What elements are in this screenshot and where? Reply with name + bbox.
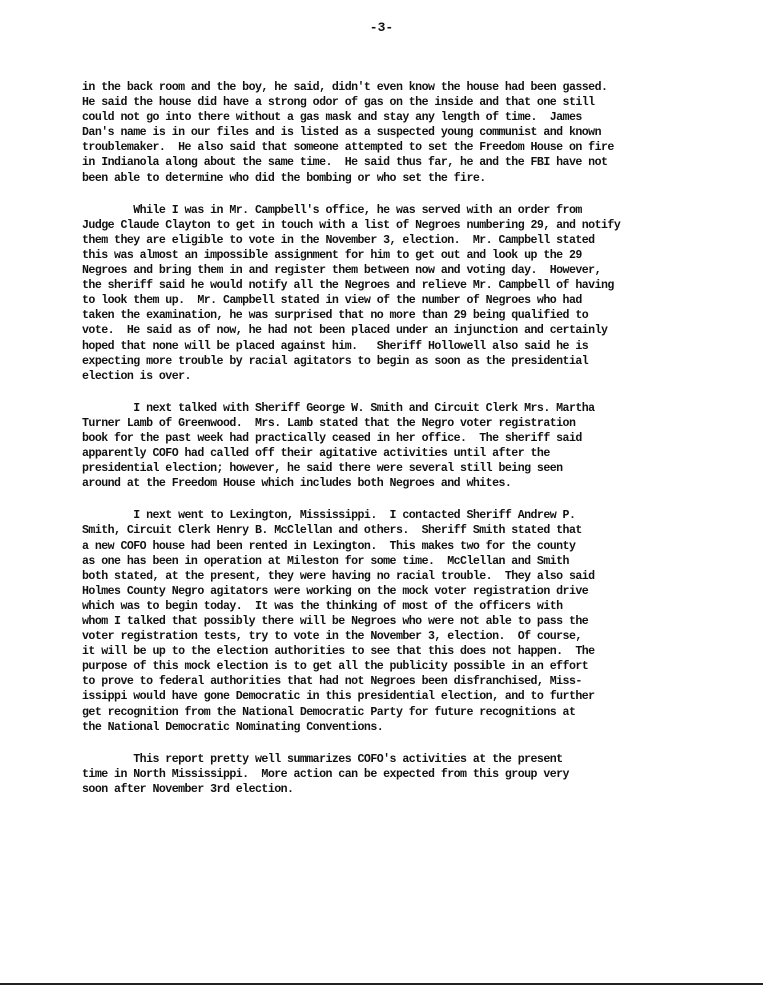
- bottom-edge-rule: [0, 983, 763, 985]
- text-line: them they are eligible to vote in the November 3, election. Mr. Campbell stated: [82, 233, 595, 247]
- text-line: in the back room and the boy, he said, didn't even know the house had been gassed.: [82, 81, 608, 94]
- text-line: apparently COFO had called off their agitative activities until after the: [82, 447, 550, 461]
- text-line: both stated, at the present, they were having no racial trouble. They also said: [82, 569, 595, 583]
- text-line: it will be up to the election authorities to see that this does not happen. The: [82, 645, 595, 659]
- text-line: book for the past week had practically ceased in her office. The sheriff said: [82, 431, 582, 445]
- text-line: this was almost an impossible assignment for him to get out and look up the 29: [82, 248, 582, 262]
- text-line: Smith, Circuit Clerk Henry B. McClellan and others. Sheriff Smith stated that: [82, 524, 582, 538]
- paragraph-campbell-office: [82, 203, 682, 384]
- text-line: taken the examination, he was surprised that no more than 29 being qualified to: [82, 309, 589, 323]
- text-line: been able to determine who did the bombing or who set the fire.: [82, 171, 486, 185]
- text-line: time in North Mississippi. More action can be expected from this group very: [82, 767, 569, 781]
- text-line: to look them up. Mr. Campbell stated in view of the number of Negroes who had: [82, 294, 582, 308]
- text-line: troublemaker. He also said that someone attempted to set the Freedom House on fire: [82, 141, 614, 155]
- text-line: While I was in Mr. Campbell's office, he was served with an order from: [82, 203, 582, 217]
- text-line: vote. He said as of now, he had not been placed under an injunction and certainly: [82, 324, 608, 338]
- text-line: Turner Lamb of Greenwood. Mrs. Lamb stated that the Negro voter registration: [82, 416, 576, 430]
- text-line: in Indianola along about the same time. He said thus far, he and the FBI have not: [82, 156, 608, 170]
- page-number: -3-: [369, 20, 394, 35]
- text-line: Judge Claude Clayton to get in touch with a list of Negroes numbering 29, and notify: [82, 218, 621, 232]
- text-line: soon after November 3rd election.: [82, 782, 294, 796]
- text-line: around at the Freedom House which includes both Negroes and whites.: [82, 477, 512, 491]
- text-line: the National Democratic Nominating Conventions.: [82, 720, 384, 734]
- text-line: get recognition from the National Democratic Party for future recognitions at: [82, 705, 576, 719]
- text-line: expecting more trouble by racial agitators to begin as soon as the presidential: [82, 354, 589, 368]
- paragraph-bombing-investigation: [82, 80, 682, 186]
- text-line: I next went to Lexington, Mississippi. I contacted Sheriff Andrew P.: [82, 509, 576, 523]
- text-line: could not go into there without a gas mask and stay any length of time. James: [82, 111, 582, 125]
- text-line: a new COFO house had been rented in Lexington. This makes two for the county: [82, 539, 576, 553]
- text-line: whom I talked that possibly there will be Negroes who were not able to pass the: [82, 615, 589, 628]
- text-line: purpose of this mock election is to get all the publicity possible in an effort: [82, 660, 589, 674]
- text-line: election is over.: [82, 369, 191, 383]
- text-line: issippi would have gone Democratic in this presidential election, and to further: [82, 690, 595, 704]
- text-line: as one has been in operation at Mileston for some time. McClellan and Smith: [82, 554, 569, 568]
- text-line: This report pretty well summarizes COFO's activities at the present: [82, 752, 563, 766]
- text-line: hoped that none will be placed against him. Sheriff Hollowell also said he is: [82, 339, 589, 353]
- text-line: voter registration tests, try to vote in the November 3, election. Of course,: [82, 630, 582, 644]
- text-line: He said the house did have a strong odor of gas on the inside and that one still: [82, 96, 595, 110]
- text-line: which was to begin today. It was the thinking of most of the officers with: [82, 599, 563, 613]
- text-line: presidential election; however, he said there were several still being seen: [82, 462, 563, 476]
- paragraph-greenwood: [82, 401, 682, 492]
- paragraph-lexington: [82, 508, 682, 734]
- text-line: to prove to federal authorities that had not Negroes been disfranchised, Miss-: [82, 675, 582, 689]
- text-line: the sheriff said he would notify all the Negroes and relieve Mr. Campbell of having: [82, 279, 614, 293]
- text-line: Negroes and bring them in and register them between now and voting day. However,: [82, 264, 601, 278]
- paragraph-summary: [82, 752, 682, 797]
- document-body: [82, 80, 682, 797]
- text-line: Dan's name is in our files and is listed as a suspected young communist and known: [82, 126, 601, 140]
- text-line: I next talked with Sheriff George W. Smith and Circuit Clerk Mrs. Martha: [82, 401, 595, 415]
- text-line: Holmes County Negro agitators were working on the mock voter registration drive: [82, 584, 589, 598]
